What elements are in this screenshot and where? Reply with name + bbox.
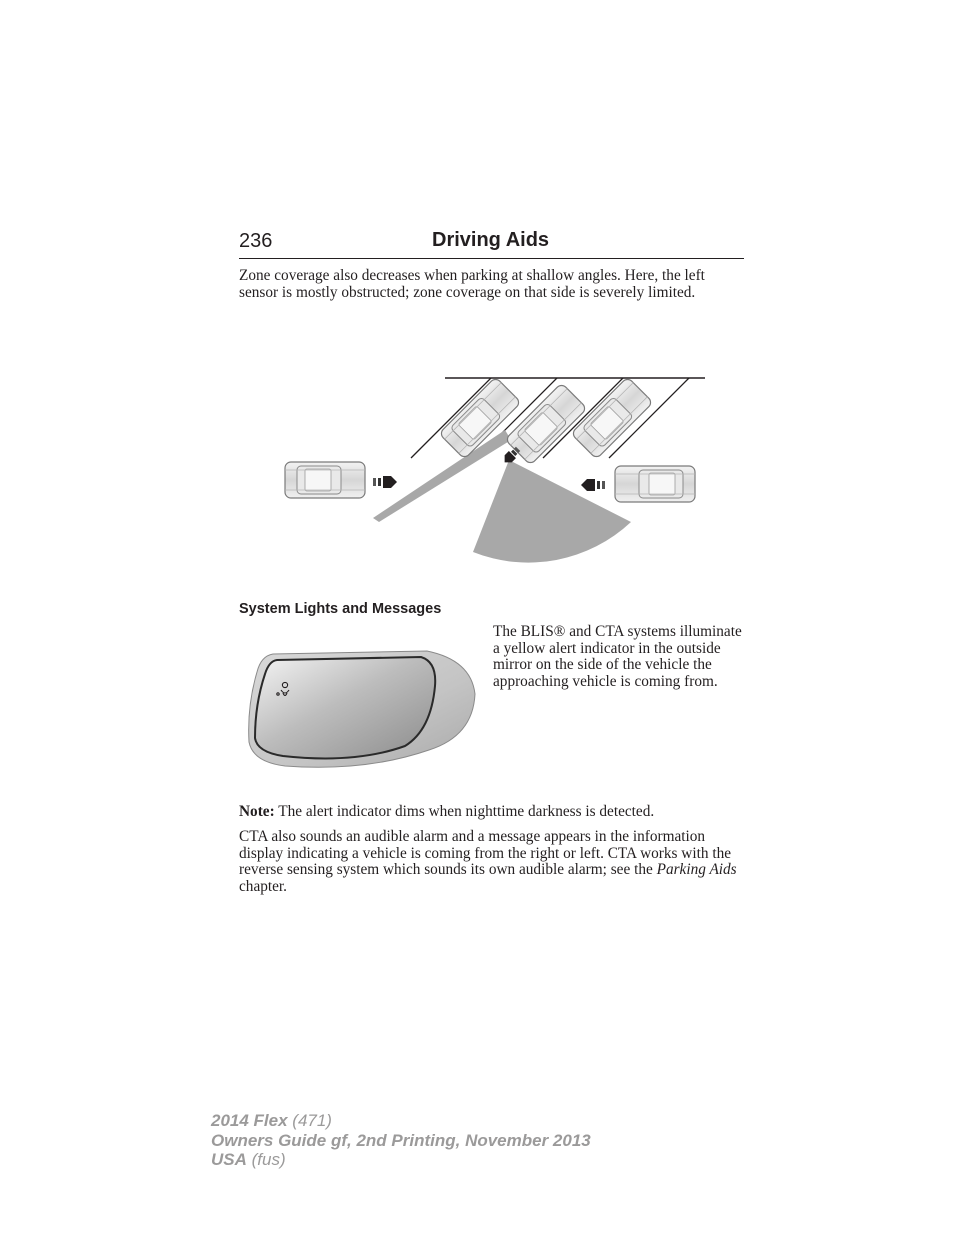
parking-angle-diagram — [275, 372, 715, 580]
approaching-car-left — [285, 462, 365, 498]
approaching-car-right — [615, 466, 695, 502]
note-paragraph — [239, 804, 744, 821]
footer-line-1 — [211, 1111, 591, 1131]
mirror-paragraph: The BLIS® and CTA systems illuminate a yellow alert indicator in the outside mirror on the side of the vehicle the approaching vehicle is coming from. — [493, 623, 742, 690]
footer-model: 2014 Flex — [211, 1111, 288, 1130]
cta-text: CTA also sounds an audible alarm and a message appears in the information display indicating a vehicle is coming from the right or left. CTA works with the reverse sensing system which sounds its own audible alarm; see the — [239, 828, 732, 879]
footer-region: USA — [211, 1150, 247, 1169]
page-title: Driving Aids — [432, 229, 550, 251]
footer-line-2: Owners Guide gf, 2nd Printing, November 2013 — [211, 1130, 591, 1150]
parking-aids-reference: Parking Aids — [656, 861, 737, 879]
page-number: 236 — [239, 230, 273, 252]
section-heading: System Lights and Messages — [239, 601, 442, 617]
cta-paragraph — [239, 829, 744, 895]
arrow-left-icon — [581, 479, 605, 491]
cta-text-end: chapter. — [239, 877, 287, 895]
intro-paragraph: Zone coverage also decreases when parking at shallow angles. Here, the left sensor is mostly obstructed; zone coverage on that side is severely limited. — [239, 267, 705, 301]
footer-region-code: (fus) — [246, 1150, 286, 1169]
arrow-right-icon — [373, 476, 397, 488]
note-text: The alert indicator dims when nighttime darkness is detected. — [274, 803, 655, 820]
reversing-car — [505, 383, 587, 465]
page-footer — [211, 1111, 591, 1170]
footer-line-3 — [211, 1150, 591, 1170]
side-mirror-image — [245, 646, 477, 772]
note-label: Note: — [239, 803, 275, 820]
footer-code: (471) — [287, 1111, 332, 1130]
mirror-glass — [255, 657, 435, 758]
page-header — [239, 228, 744, 259]
right-sensor-zone — [473, 460, 631, 563]
